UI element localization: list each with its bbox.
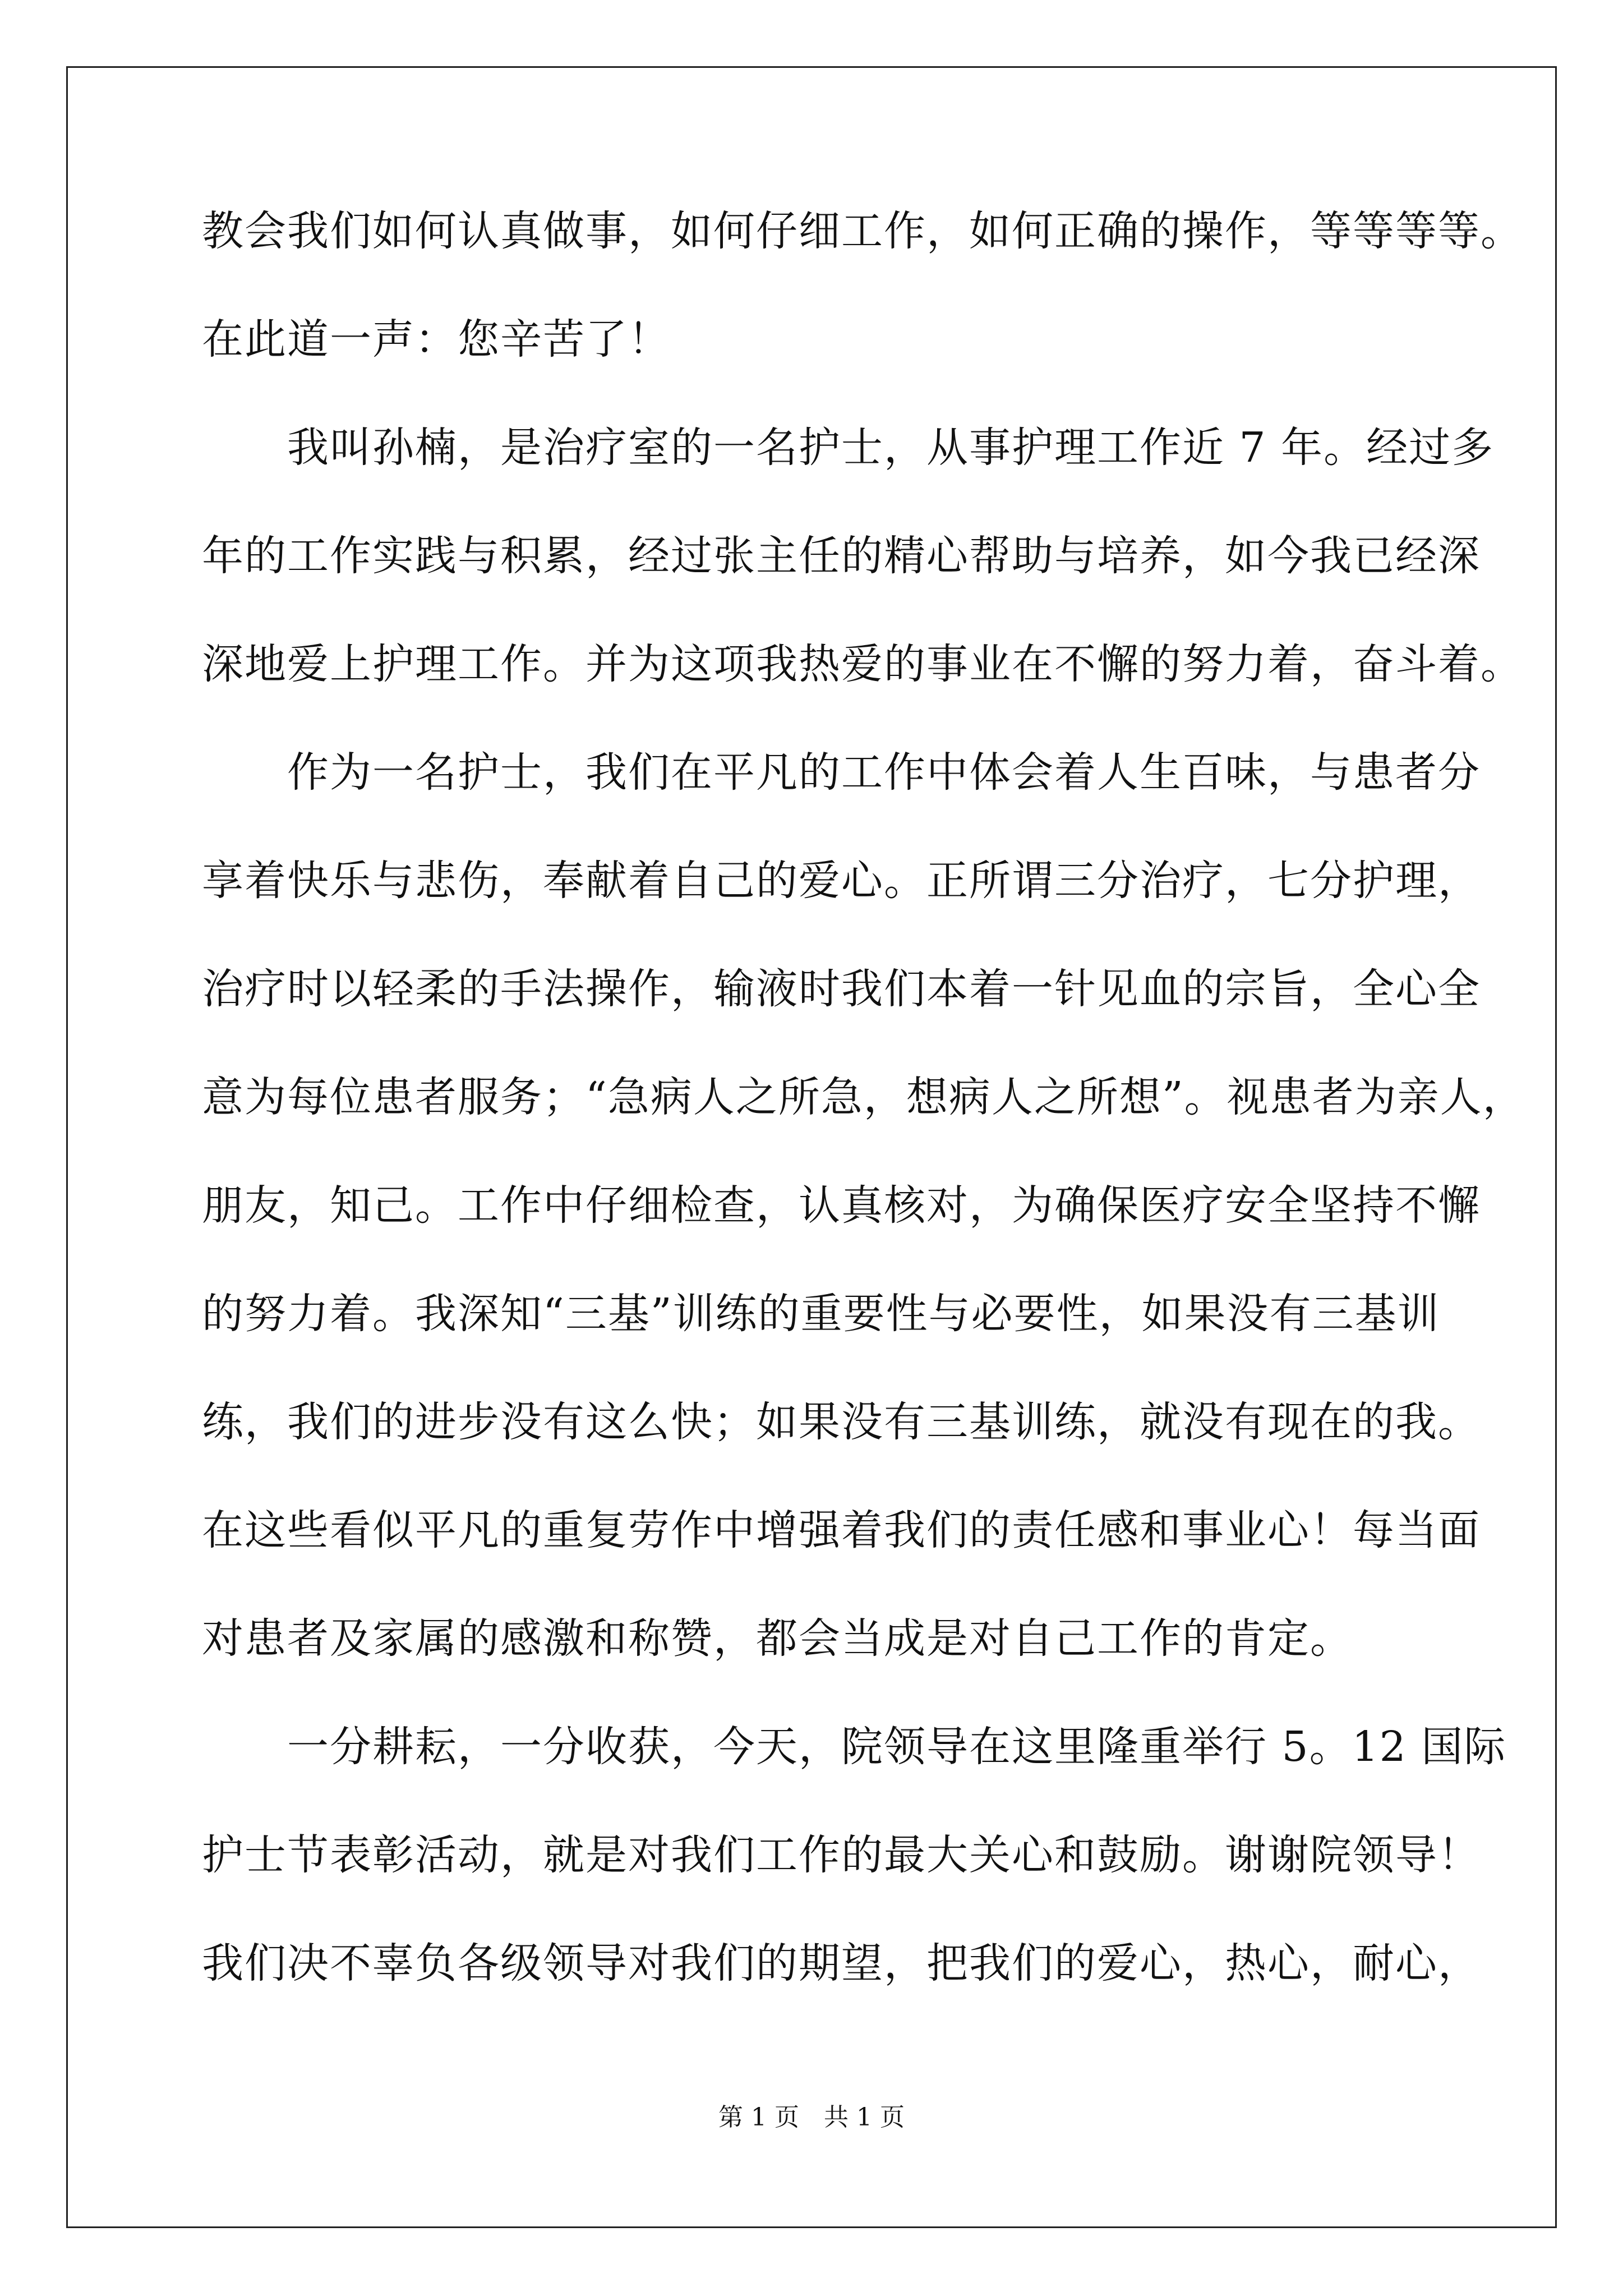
text-line: 深地爱上护理工作。并为这项我热爱的事业在不懈的努力着，奋斗着。 — [202, 640, 1523, 688]
text-line: 在此道一声：您辛苦了！ — [202, 315, 671, 364]
text-line: 教会我们如何认真做事，如何仔细工作，如何正确的操作，等等等等。 — [202, 207, 1523, 255]
text-line: 年的工作实践与积累，经过张主任的精心帮助与培养，如今我已经深 — [202, 532, 1481, 580]
text-line: 护士节表彰活动，就是对我们工作的最大关心和鼓励。谢谢院领导！ — [202, 1831, 1481, 1879]
text-line: 意为每位患者服务；“急病人之所急，想病人之所想”。视患者为亲人， — [202, 1073, 1525, 1121]
page-footer: 第 1 页 共 1 页 — [718, 2103, 905, 2132]
text-line: 我们决不辜负各级领导对我们的期望，把我们的爱心，热心，耐心， — [202, 1939, 1481, 1987]
text-line: 治疗时以轻柔的手法操作，输液时我们本着一针见血的宗旨，全心全 — [202, 965, 1481, 1013]
text-line: 的努力着。我深知“三基”训练的重要性与必要性，如果没有三基训 — [202, 1290, 1440, 1338]
text-line: 练，我们的进步没有这么快；如果没有三基训练，就没有现在的我。 — [202, 1398, 1481, 1446]
text-line: 享着快乐与悲伤，奉献着自己的爱心。正所谓三分治疗，七分护理， — [202, 857, 1481, 905]
text-line: 朋友，知己。工作中仔细检查，认真核对，为确保医疗安全坚持不懈 — [202, 1181, 1481, 1230]
text-line: 一分耕耘，一分收获，今天，院领导在这里隆重举行 5。12 国际 — [202, 1723, 1507, 1771]
text-line: 在这些看似平凡的重复劳作中增强着我们的责任感和事业心！每当面 — [202, 1506, 1481, 1554]
text-line: 对患者及家属的感激和称赞，都会当成是对自己工作的肯定。 — [202, 1614, 1353, 1663]
document-body — [202, 207, 1525, 2051]
text-line: 我叫孙楠，是治疗室的一名护士，从事护理工作近 7 年。经过多 — [202, 424, 1495, 472]
text-line: 作为一名护士，我们在平凡的工作中体会着人生百味，与患者分 — [202, 748, 1481, 797]
